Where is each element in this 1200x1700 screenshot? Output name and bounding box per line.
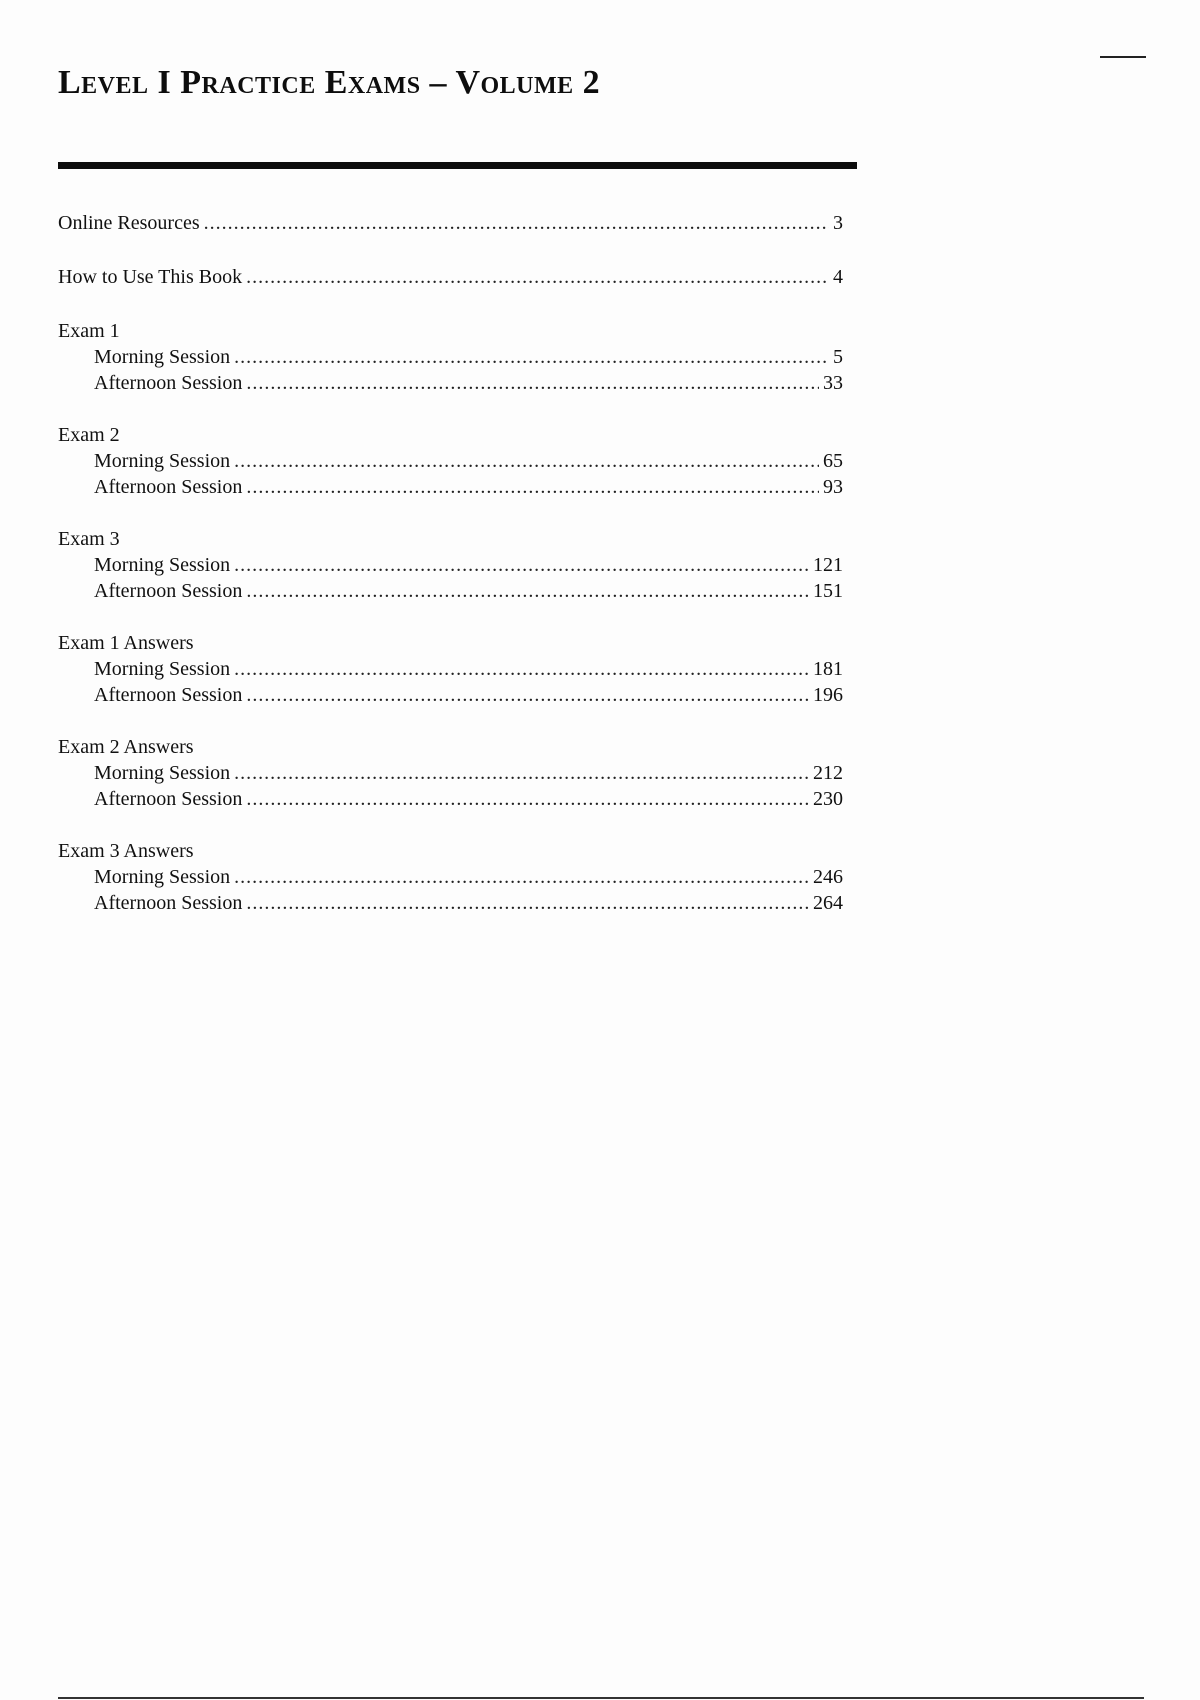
toc-entry-morning-session[interactable] <box>58 448 843 474</box>
toc-entry-label: Afternoon Session <box>94 788 243 810</box>
dot-leader <box>246 890 809 916</box>
toc-page-number: 33 <box>823 372 843 394</box>
dot-leader <box>246 370 819 396</box>
toc-section-heading: Exam 1 <box>58 320 120 342</box>
toc-entry-online-resources[interactable] <box>58 210 843 236</box>
toc-section-exam-3 <box>58 526 843 604</box>
toc-entry-afternoon-session[interactable] <box>58 370 843 396</box>
toc-page-number: 196 <box>813 684 843 706</box>
dot-leader <box>246 474 819 500</box>
dot-leader <box>234 760 809 786</box>
corner-rule <box>1100 56 1146 58</box>
dot-leader <box>246 264 829 290</box>
toc-entry-label: Morning Session <box>94 346 231 368</box>
toc-entry-afternoon-session[interactable] <box>58 474 843 500</box>
toc-section-heading: Exam 2 Answers <box>58 736 194 758</box>
toc-page-number: 121 <box>813 554 843 576</box>
toc-page-number: 230 <box>813 788 843 810</box>
toc-section-exam-2-answers <box>58 734 843 812</box>
dot-leader <box>234 864 809 890</box>
toc-page-number: 5 <box>833 346 843 368</box>
toc-section-heading: Exam 2 <box>58 424 120 446</box>
toc-entry-how-to-use[interactable] <box>58 264 843 290</box>
toc-section-heading: Exam 1 Answers <box>58 632 194 654</box>
toc-entry-label: Morning Session <box>94 866 231 888</box>
toc-entry-afternoon-session[interactable] <box>58 682 843 708</box>
toc-entry-morning-session[interactable] <box>58 656 843 682</box>
dot-leader <box>234 552 809 578</box>
toc-entry-label: Afternoon Session <box>94 580 243 602</box>
title-rule <box>58 162 857 169</box>
toc-entry-label: Morning Session <box>94 450 231 472</box>
footer-rule <box>58 1697 1144 1699</box>
toc-entry-label: Afternoon Session <box>94 684 243 706</box>
toc-entry-label: Morning Session <box>94 554 231 576</box>
toc-entry-label: Morning Session <box>94 658 231 680</box>
toc-entry-label: Morning Session <box>94 762 231 784</box>
toc-entry-morning-session[interactable] <box>58 864 843 890</box>
toc-entry-label: Afternoon Session <box>94 892 243 914</box>
toc-entry-label: Afternoon Session <box>94 372 243 394</box>
toc-group-how-to-use <box>58 264 843 290</box>
dot-leader <box>246 786 809 812</box>
toc-entry-afternoon-session[interactable] <box>58 890 843 916</box>
dot-leader <box>246 682 809 708</box>
toc-page-number: 4 <box>833 266 843 288</box>
toc-section-heading: Exam 3 Answers <box>58 840 194 862</box>
dot-leader <box>234 448 819 474</box>
toc-page-number: 93 <box>823 476 843 498</box>
toc-page-number: 246 <box>813 866 843 888</box>
dot-leader <box>204 210 829 236</box>
toc-section-exam-2 <box>58 422 843 500</box>
page-title: Level I Practice Exams – Volume 2 <box>58 64 601 101</box>
dot-leader <box>246 578 809 604</box>
toc-entry-label: How to Use This Book <box>58 266 243 288</box>
toc-entry-afternoon-session[interactable] <box>58 578 843 604</box>
toc-page-number: 212 <box>813 762 843 784</box>
toc-page-number: 3 <box>833 212 843 234</box>
toc-entry-label: Afternoon Session <box>94 476 243 498</box>
toc-entry-label: Online Resources <box>58 212 200 234</box>
toc-section-exam-1-answers <box>58 630 843 708</box>
toc-section-heading: Exam 3 <box>58 528 120 550</box>
toc-entry-morning-session[interactable] <box>58 760 843 786</box>
toc-group-online-resources <box>58 210 843 236</box>
toc-page-number: 264 <box>813 892 843 914</box>
table-of-contents <box>58 210 843 942</box>
toc-entry-morning-session[interactable] <box>58 552 843 578</box>
toc-section-exam-3-answers <box>58 838 843 916</box>
dot-leader <box>234 344 829 370</box>
toc-page-number: 151 <box>813 580 843 602</box>
toc-entry-afternoon-session[interactable] <box>58 786 843 812</box>
toc-page-number: 181 <box>813 658 843 680</box>
toc-entry-morning-session[interactable] <box>58 344 843 370</box>
toc-page-number: 65 <box>823 450 843 472</box>
toc-section-exam-1 <box>58 318 843 396</box>
dot-leader <box>234 656 809 682</box>
